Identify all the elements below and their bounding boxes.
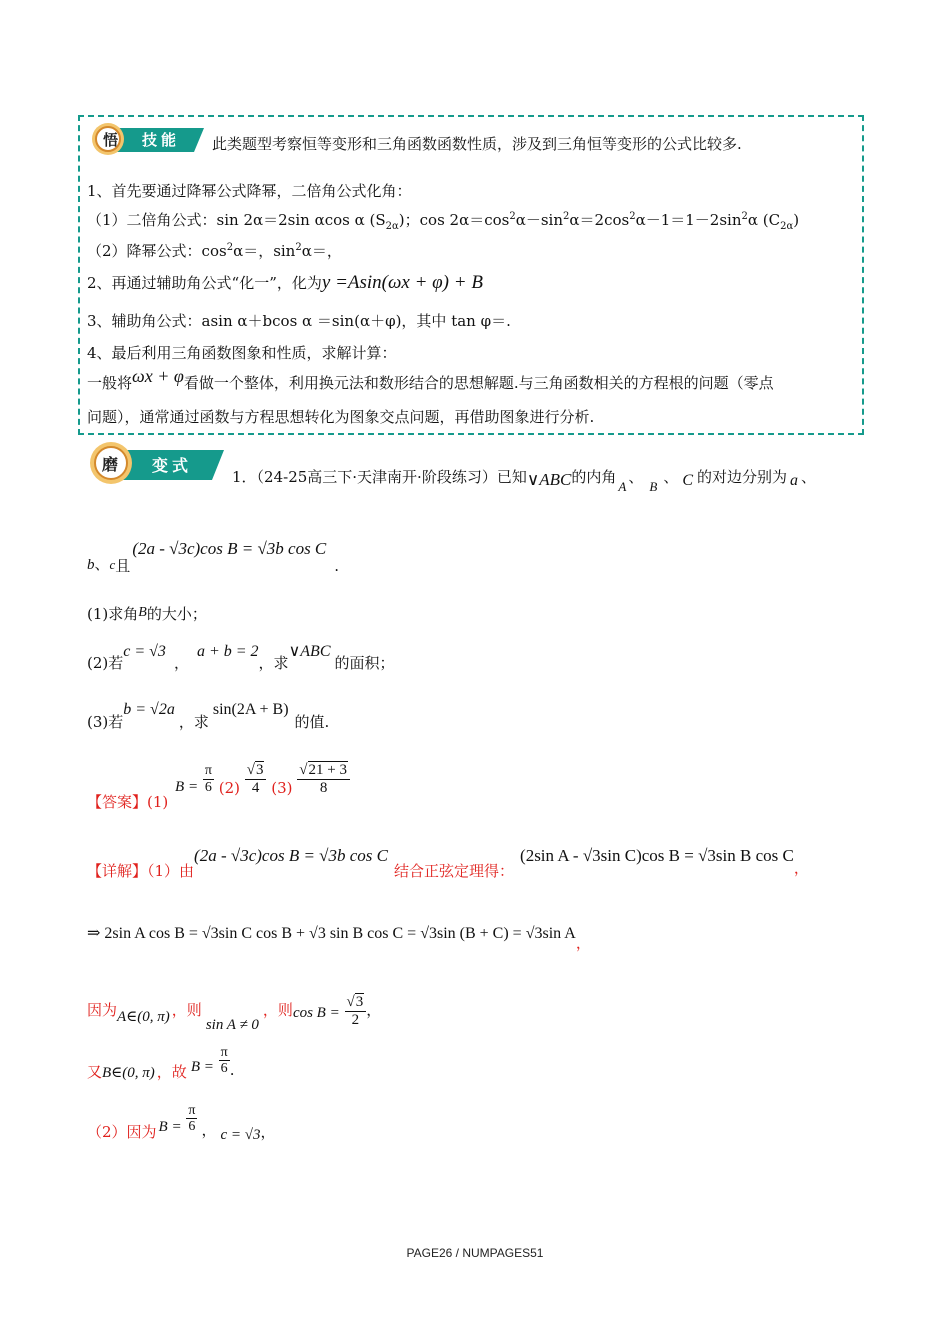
page-footer: PAGE26 / NUMPAGES51	[406, 1246, 544, 1260]
answer-1-fraction: $\frac{\pi}{6}$	[204, 763, 212, 795]
tip-step-4-detail: 一般将ωx + φ看做一个整体，利用换元法和数形结合的思想解题.与三角函数相关的方程根的问题（零点	[87, 366, 774, 392]
auxiliary-form: y =Asin(ωx + φ) + B	[321, 272, 483, 293]
tip-step-3: 3、辅助角公式：asin α＋bcos α ＝sin(α＋φ)，其中 tan φ＝.	[87, 312, 511, 330]
tip-intro: 此类题型考察恒等变形和三角函数函数性质，涉及到三角恒等变形的公式比较多.	[212, 135, 742, 153]
question-part-1: (1)求角B的大小；	[87, 605, 207, 623]
question-part-3: (3)若b = √2a，求sin(2A + B)的值.	[87, 701, 330, 731]
answer-label: 【答案】(1)	[87, 793, 169, 811]
question-stem-line-2: b、c且(2a - √3c)cos B = √3b cos C.	[87, 539, 340, 575]
skill-badge-char: 悟	[103, 131, 119, 149]
answer-3-fraction: $\frac{√21 + 3}{8}$	[297, 762, 350, 796]
detail-line-5: （2）因为 B = $\frac{\pi}{6}$ ， c = √3，	[87, 1103, 276, 1143]
b-given-fraction: $\frac{\pi}{6}$	[188, 1103, 196, 1135]
detail-line-1: 【详解】（1）由(2a - √3c)cos B = √3b cos C结合正弦定理得：(2sin A - √3sin C)cos B = √3sin B cos C，	[87, 846, 809, 880]
detail-line-3: 因为A∈(0, π) ，则sin A ≠ 0，则cos B = $\frac{√3}{2}$ ，	[87, 994, 382, 1033]
tip-step-1: 1、首先要通过降幂公式降幂，二倍角公式化角：	[87, 182, 412, 200]
tip-power-reduction-formula: （2）降幂公式：$\cos^2\alpha=$，$\sin^2\alpha=$，	[87, 242, 342, 260]
answer-2-fraction: $\frac{√3}{4}$	[245, 762, 267, 796]
tip-step-4-detail-2: 问题），通常通过函数与方程思想转化为图象交点问题，再借助图象进行分析.	[87, 408, 595, 426]
tip-step-4: 4、最后利用三角函数图象和性质，求解计算：	[87, 344, 397, 362]
variant-badge-label: 变式	[152, 456, 193, 475]
detail-label: 【详解】（1）由	[87, 862, 195, 880]
question-stem-line-1: 1．（24-25高三下·天津南开·阶段练习）已知∨ABC的内角A、B、 C 的对边分别为 a 、	[232, 468, 817, 494]
question-condition: (2a - √3c)cos B = √3b cos C	[132, 539, 327, 558]
variant-badge-char: 磨	[102, 455, 119, 474]
detail-line-4: 又B∈(0, π) ，故 B = $\frac{\pi}{6}$ .	[87, 1045, 235, 1081]
answer-line: 【答案】(1) B = $\frac{\pi}{6}$ (2) $\frac{√3}{4}$ (3) $\frac{√21 + 3}{8}$	[87, 762, 350, 796]
skill-badge-label: 技能	[142, 131, 181, 149]
tip-step-2: 2、再通过辅助角公式“化一”，化为y =Asin(ωx + φ) + B	[87, 272, 483, 293]
b-value-fraction: $\frac{\pi}{6}$	[220, 1045, 228, 1077]
question-part-2: (2)若c = √3，a + b = 2，求∨ABC的面积；	[87, 643, 395, 672]
cos-b-fraction: $\frac{√3}{2}$	[345, 994, 367, 1028]
detail-line-2: ⇒ 2sin A cos B = √3sin C cos B + √3 sin B cos C = √3sin (B + C) = √3sin A，	[87, 925, 591, 952]
tip-double-angle-formula: （1）二倍角公式：sin 2α＝2sin αcos α $(S_{2\alpha})$；$\cos 2\alpha=\cos^2\alpha-\sin^2\alpha=2\cos^2\alpha-1=1-2\sin^2\alpha$ $(C_{2\alpha})$	[87, 211, 800, 232]
